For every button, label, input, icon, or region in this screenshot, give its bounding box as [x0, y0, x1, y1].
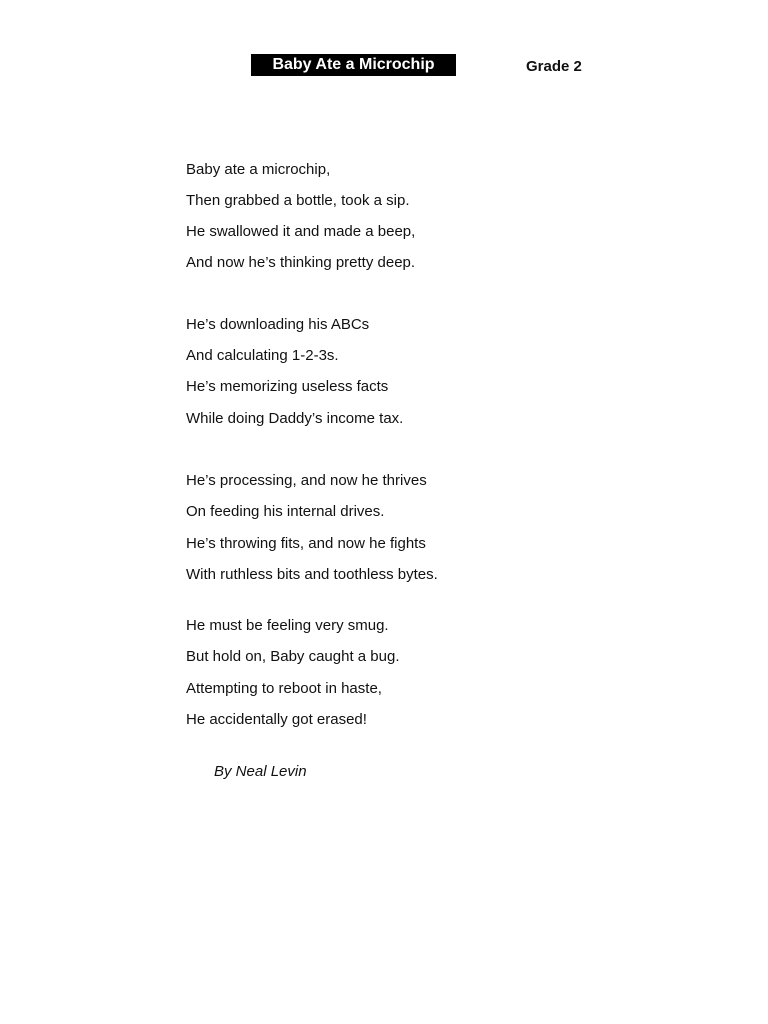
poem-line: While doing Daddy’s income tax.	[186, 410, 404, 427]
poem-line: He’s memorizing useless facts	[186, 378, 389, 395]
poem-line: He swallowed it and made a beep,	[186, 223, 416, 240]
poem-line: Baby ate a microchip,	[186, 161, 331, 178]
poem-line: With ruthless bits and toothless bytes.	[186, 566, 438, 583]
grade-label: Grade 2	[526, 58, 582, 75]
poem-line: He must be feeling very smug.	[186, 617, 389, 634]
poem-line: Attempting to reboot in haste,	[186, 680, 382, 697]
poem-title: Baby Ate a Microchip	[251, 54, 456, 76]
poem-line: He’s processing, and now he thrives	[186, 472, 427, 489]
poem-line: And now he’s thinking pretty deep.	[186, 254, 416, 271]
poem-line: On feeding his internal drives.	[186, 503, 385, 520]
poem-line: But hold on, Baby caught a bug.	[186, 648, 400, 665]
poem-line: Then grabbed a bottle, took a sip.	[186, 192, 410, 209]
poem-line: He’s throwing fits, and now he fights	[186, 535, 426, 552]
poem-line: He accidentally got erased!	[186, 711, 367, 728]
poem-line: He’s downloading his ABCs	[186, 316, 370, 333]
poem-line: And calculating 1-2-3s.	[186, 347, 339, 364]
poem-author: By Neal Levin	[214, 763, 307, 780]
